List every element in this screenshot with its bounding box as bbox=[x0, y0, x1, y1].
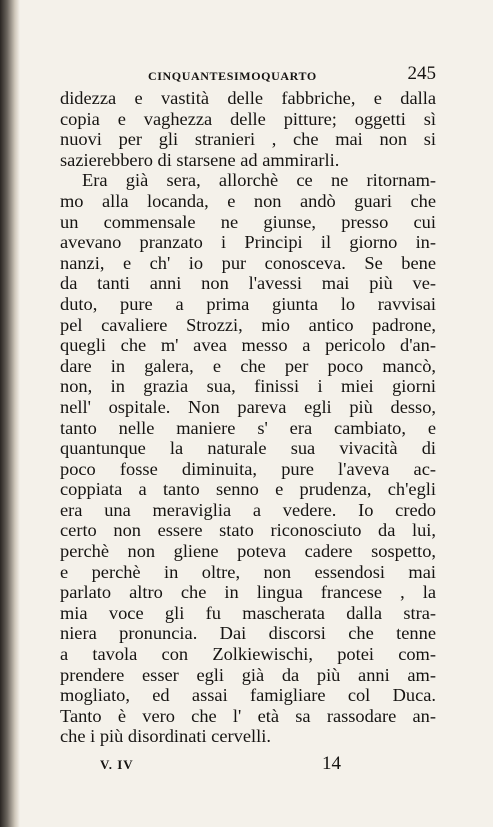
volume-signature: V. IV bbox=[100, 757, 134, 772]
text-line: mogliato, ed assai famigliare col Duca. bbox=[60, 685, 436, 706]
text-line: non, in grazia sua, finissi i miei giorni bbox=[60, 376, 436, 397]
text-line: perchè non gliene poteva cadere sospetto, bbox=[60, 541, 436, 562]
text-line: prendere esser egli già da più anni am- bbox=[60, 664, 436, 685]
page-footer bbox=[60, 753, 436, 779]
text-line: sazierebbero di starsene ad ammirarli. bbox=[60, 149, 340, 170]
text-line: mia voce gli fu mascherata dalla stra- bbox=[60, 602, 436, 623]
page-number: 245 bbox=[407, 63, 436, 84]
text-line: parlato altro che in lingua francese , la bbox=[60, 582, 436, 603]
text-line: a tavola con Zolkiewischi, potei com- bbox=[60, 644, 436, 665]
text-line: un commensale ne giunse, presso cui bbox=[60, 211, 436, 232]
book-binding-shadow bbox=[0, 0, 20, 827]
running-title: CINQUANTESIMOQUARTO bbox=[148, 69, 317, 83]
text-line: avevano pranzato i Principi il giorno in- bbox=[60, 232, 436, 253]
text-line: poco fosse diminuita, pure l'aveva ac- bbox=[60, 458, 436, 479]
text-line: niera pronuncia. Dai discorsi che tenne bbox=[60, 623, 436, 644]
text-line: Era già sera, allorchè ce ne ritornam- bbox=[82, 170, 436, 191]
text-line: quegli che m' avea messo a pericolo d'an- bbox=[60, 335, 436, 356]
text-line: dare in galera, e che per poco mancò, bbox=[60, 355, 436, 376]
text-line: copia e vaghezza delle pitture; oggetti sì bbox=[60, 108, 436, 129]
text-line: era una meraviglia a vedere. Io credo bbox=[60, 499, 436, 520]
text-line: Tanto è vero che l' età sa rassodare an- bbox=[60, 705, 436, 726]
text-line: coppiata a tanto senno e prudenza, ch'egli bbox=[60, 479, 436, 500]
text-line: nuovi per gli stranieri , che mai non si bbox=[60, 129, 436, 150]
text-line: pel cavaliere Strozzi, mio antico padrone, bbox=[60, 314, 436, 335]
text-line: nell' ospitale. Non pareva egli più desso, bbox=[60, 396, 436, 417]
text-line: da tanti anni non l'avessi mai più ve- bbox=[60, 273, 436, 294]
text-line: che i più disordinati cervelli. bbox=[60, 726, 271, 747]
book-page bbox=[60, 64, 436, 779]
gathering-number: 14 bbox=[322, 753, 341, 774]
text-line: quantunque la naturale sua vivacità di bbox=[60, 438, 436, 459]
text-line: duto, pure a prima giunta lo ravvisai bbox=[60, 293, 436, 314]
text-line: mo alla locanda, e non andò guari che bbox=[60, 190, 436, 211]
text-line: certo non essere stato riconosciuto da lui, bbox=[60, 520, 436, 541]
text-line: e perchè in oltre, non essendosi mai bbox=[60, 561, 436, 582]
page-header bbox=[60, 64, 436, 88]
text-line: nanzi, e ch' io pur conosceva. Se bene bbox=[60, 252, 436, 273]
body-text bbox=[60, 88, 436, 747]
text-line: tanto nelle maniere s' era cambiato, e bbox=[60, 417, 436, 438]
text-line: didezza e vastità delle fabbriche, e dalla bbox=[60, 88, 436, 108]
